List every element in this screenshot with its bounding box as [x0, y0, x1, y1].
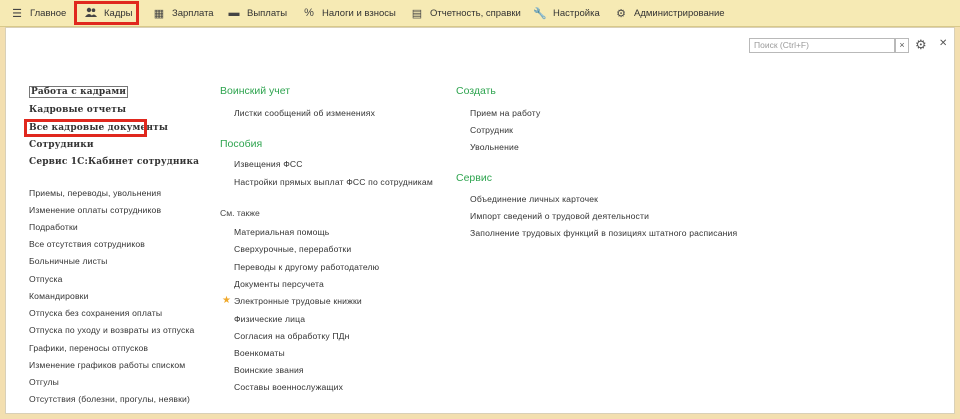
link-create-dismissal[interactable]: Увольнение — [470, 142, 519, 152]
link-absences-other[interactable]: Отсутствия (болезни, прогулы, неявки) — [29, 394, 190, 404]
link-hr-reports[interactable]: Кадровые отчеты — [29, 105, 127, 115]
nav-payments-label: Выплаты — [247, 7, 288, 19]
content-panel — [5, 27, 955, 414]
document-icon: ▤ — [411, 7, 423, 20]
favorite-star-icon[interactable]: ★ — [222, 295, 231, 306]
nav-hr-label: Кадры — [104, 7, 133, 19]
nav-settings[interactable] — [533, 0, 600, 26]
link-material-aid[interactable]: Материальная помощь — [234, 227, 330, 237]
calculator-icon: ▦ — [153, 7, 165, 20]
link-all-absences[interactable]: Все отсутствия сотрудников — [29, 239, 145, 249]
highlight-frame-all-docs — [24, 119, 147, 137]
nav-admin[interactable] — [614, 0, 725, 26]
percent-icon: % — [304, 7, 314, 19]
search-input[interactable]: Поиск (Ctrl+F) — [749, 38, 895, 53]
section-title-service: Сервис — [456, 172, 492, 184]
link-sick-leaves[interactable]: Больничные листы — [29, 256, 108, 266]
nav-payments[interactable] — [227, 0, 287, 26]
link-hr-work[interactable] — [29, 87, 128, 97]
link-parental-leaves[interactable]: Отпуска по уходу и возвраты из отпуска — [29, 325, 195, 335]
section-title-benefits: Пособия — [220, 138, 263, 150]
link-employees[interactable]: Сотрудники — [29, 140, 94, 150]
link-fill-job-functions[interactable]: Заполнение трудовых функций в позициях штатного расписания — [470, 228, 738, 238]
nav-salary[interactable] — [152, 0, 214, 26]
link-military-staff[interactable]: Составы военнослужащих — [234, 382, 344, 392]
nav-admin-label: Администрирование — [634, 7, 725, 19]
settings-gear-icon[interactable]: ⚙ — [915, 37, 927, 52]
link-side-jobs[interactable]: Подработки — [29, 222, 78, 232]
link-create-employee[interactable]: Сотрудник — [470, 125, 514, 135]
section-title-create: Создать — [456, 85, 496, 97]
link-electronic-workbooks[interactable]: Электронные трудовые книжки — [234, 296, 362, 306]
link-merge-cards[interactable]: Объединение личных карточек — [470, 194, 599, 204]
link-personal-records[interactable]: Документы персучета — [234, 279, 324, 289]
link-all-hr-docs[interactable]: Все кадровые документы — [29, 123, 168, 133]
nav-salary-label: Зарплата — [172, 7, 214, 19]
link-hr-work-label: Работа с кадрами — [31, 87, 127, 97]
close-icon[interactable]: ✕ — [939, 38, 948, 49]
link-unpaid-leaves[interactable]: Отпуска без сохранения оплаты — [29, 308, 163, 318]
link-pd-consents[interactable]: Согласия на обработку ПДн — [234, 331, 350, 341]
link-time-off[interactable]: Отгулы — [29, 377, 59, 387]
highlight-frame-hr — [74, 1, 139, 25]
link-employer-transfers[interactable]: Переводы к другому работодателю — [234, 262, 380, 272]
link-schedule-changes[interactable]: Изменение графиков работы списком — [29, 360, 186, 370]
link-vacations[interactable]: Отпуска — [29, 274, 63, 284]
nav-reports-label: Отчетность, справки — [430, 7, 521, 19]
link-employee-cabinet[interactable]: Сервис 1С:Кабинет сотрудника — [29, 157, 200, 167]
nav-main-label: Главное — [30, 7, 67, 19]
wallet-icon: ▬ — [228, 7, 240, 19]
nav-main[interactable] — [10, 0, 66, 26]
link-vacation-schedules[interactable]: Графики, переносы отпусков — [29, 343, 149, 353]
link-business-trips[interactable]: Командировки — [29, 291, 89, 301]
gear-icon: ⚙ — [616, 7, 626, 20]
link-military-ranks[interactable]: Воинские звания — [234, 365, 304, 375]
link-pay-changes[interactable]: Изменение оплаты сотрудников — [29, 205, 162, 215]
link-hires-transfers[interactable]: Приемы, переводы, увольнения — [29, 188, 162, 198]
link-individuals[interactable]: Физические лица — [234, 314, 306, 324]
nav-taxes-label: Налоги и взносы — [322, 7, 396, 19]
link-change-notices[interactable]: Листки сообщений об изменениях — [234, 108, 376, 118]
search-clear-button[interactable]: × — [895, 38, 909, 53]
wrench-icon: 🔧 — [533, 7, 547, 20]
see-also-label: См. также — [220, 208, 260, 218]
link-military-offices[interactable]: Военкоматы — [234, 348, 285, 358]
link-fss-notices[interactable]: Извещения ФСС — [234, 159, 303, 169]
link-import-work-info[interactable]: Импорт сведений о трудовой деятельности — [470, 211, 650, 221]
section-title-military: Воинский учет — [220, 85, 291, 97]
nav-reports[interactable] — [410, 0, 521, 26]
section-panel — [0, 0, 960, 27]
nav-settings-label: Настройка — [553, 7, 600, 19]
link-fss-payment-settings[interactable]: Настройки прямых выплат ФСС по сотрудникам — [234, 177, 433, 187]
menu-icon: ☰ — [12, 7, 22, 20]
nav-taxes[interactable] — [302, 0, 396, 26]
link-create-hire[interactable]: Прием на работу — [470, 108, 541, 118]
link-overtime[interactable]: Сверхурочные, переработки — [234, 244, 352, 254]
